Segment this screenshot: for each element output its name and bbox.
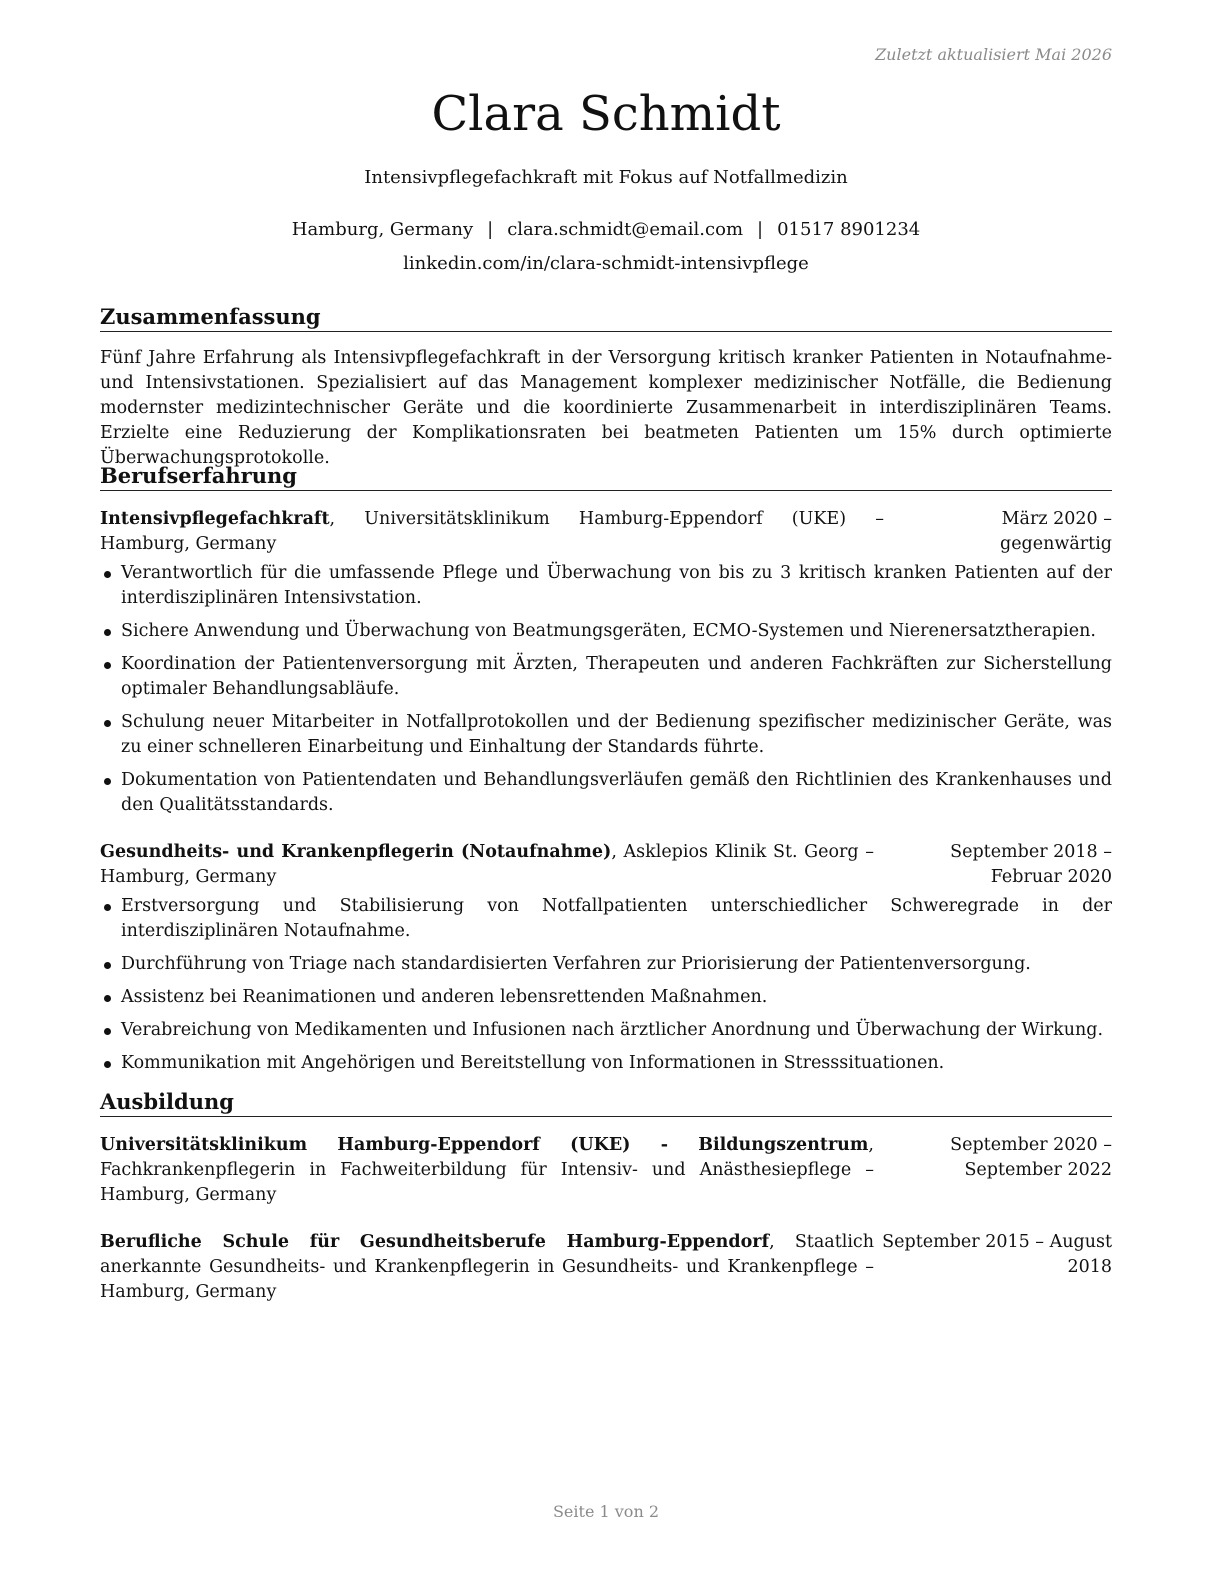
contact-location: Hamburg, Germany — [291, 219, 474, 240]
page-number: Seite 1 von 2 — [552, 1502, 660, 1521]
education-title-line — [100, 1230, 880, 1305]
list-item: Verabreichung von Medikamenten und Infusionen nach ärztlicher Anordnung und Überwachung der Wirkung. — [100, 1018, 1112, 1043]
job-details: , Universitätsklinikum Hamburg-Eppendorf (UKE) – Hamburg, Germany — [100, 509, 884, 555]
job-role: Intensivpflegefachkraft — [100, 509, 330, 530]
resume-page — [100, 0, 1112, 1584]
education-entry — [100, 1230, 1112, 1305]
education-details: , Staatlich anerkannte Gesundheits- und Krankenpflegerin in Gesundheits- und Krankenpflege – Hamburg, Germany — [100, 1232, 875, 1303]
education-school: Universitätsklinikum Hamburg-Eppendorf (UKE) - Bildungszentrum — [100, 1135, 869, 1156]
summary-section — [100, 305, 1112, 489]
list-item: Verantwortlich für die umfassende Pflege und Überwachung von bis zu 3 kritisch kranken Patienten auf der interdisziplinären Intensivstation. — [100, 561, 1112, 611]
education-title-line — [100, 1133, 880, 1208]
section-title-experience: Berufserfahrung — [100, 464, 1112, 491]
job-bullets — [100, 561, 1112, 818]
education-dates: September 2015 – August 2018 — [882, 1232, 1112, 1278]
education-dates: September 2020 – September 2022 — [950, 1135, 1112, 1181]
list-item: Schulung neuer Mitarbeiter in Notfallprotokollen und der Bedienung spezifischer medizinischer Geräte, was zu einer schnelleren Einarbeitung und Einhaltung der Standards führte. — [100, 710, 1112, 760]
education-entry — [100, 1133, 1112, 1208]
list-item: Kommunikation mit Angehörigen und Bereitstellung von Informationen in Stresssituationen. — [100, 1051, 1112, 1076]
list-item: Assistenz bei Reanimationen und anderen lebensrettenden Maßnahmen. — [100, 985, 1112, 1010]
contact-line — [100, 219, 1112, 240]
job-role: Gesundheits- und Krankenpflegerin (Notaufnahme) — [100, 842, 612, 863]
education-details: , Fachkrankenpflegerin in Fachweiterbildung für Intensiv- und Anästhesiepflege – Hamburg, Germany — [100, 1135, 874, 1206]
job-bullets — [100, 894, 1112, 1076]
candidate-name: Clara Schmidt — [431, 86, 781, 142]
summary-text: Fünf Jahre Erfahrung als Intensivpflegefachkraft in der Versorgung kritisch kranker Patienten in Notaufnahme- und Intensivstationen. Spezialisiert auf das Management komplexer medizinischer Notfälle, die Bedienung modernster medizintechnischer Geräte und die koordinierte Zusammenarbeit in interdisziplinären Teams. Erzielte eine Reduzierung der Komplikationsraten bei beatmeten Patienten um 15% durch optimierte Überwachungsprotokolle. — [100, 348, 1112, 469]
job-dates: September 2018 – Februar 2020 — [950, 842, 1112, 888]
contact-phone[interactable]: 01517 8901234 — [777, 219, 921, 240]
job-entry-header — [100, 840, 1112, 890]
last-updated: Zuletzt aktualisiert Mai 2026 — [875, 45, 1112, 64]
list-item: Dokumentation von Patientendaten und Behandlungsverläufen gemäß den Richtlinien des Krankenhauses und den Qualitätsstandards. — [100, 768, 1112, 818]
job-dates: März 2020 – gegenwärtig — [1000, 509, 1112, 555]
job-entry-header — [100, 507, 1112, 557]
list-item: Sichere Anwendung und Überwachung von Beatmungsgeräten, ECMO-Systemen und Nierenersatztherapien. — [100, 619, 1112, 644]
job-title-line — [100, 507, 890, 557]
education-section — [100, 1090, 1112, 1305]
job-details: , Asklepios Klinik St. Georg – Hamburg, Germany — [100, 842, 874, 888]
experience-section — [100, 464, 1112, 1084]
list-item: Durchführung von Triage nach standardisierten Verfahren zur Priorisierung der Patientenversorgung. — [100, 952, 1112, 977]
contact-linkedin[interactable]: linkedin.com/in/clara-schmidt-intensivpflege — [403, 253, 809, 274]
job-title-line — [100, 840, 880, 890]
contact-separator: | — [757, 219, 764, 240]
section-title-education: Ausbildung — [100, 1090, 1112, 1117]
candidate-tagline: Intensivpflegefachkraft mit Fokus auf Notfallmedizin — [364, 167, 848, 188]
contact-separator: | — [487, 219, 494, 240]
contact-email[interactable]: clara.schmidt@email.com — [507, 219, 744, 240]
list-item: Erstversorgung und Stabilisierung von Notfallpatienten unterschiedlicher Schweregrade in der interdisziplinären Notaufnahme. — [100, 894, 1112, 944]
section-title-summary: Zusammenfassung — [100, 305, 1112, 332]
list-item: Koordination der Patientenversorgung mit Ärzten, Therapeuten und anderen Fachkräften zur Sicherstellung optimaler Behandlungsabläufe. — [100, 652, 1112, 702]
education-school: Berufliche Schule für Gesundheitsberufe Hamburg-Eppendorf — [100, 1232, 770, 1253]
